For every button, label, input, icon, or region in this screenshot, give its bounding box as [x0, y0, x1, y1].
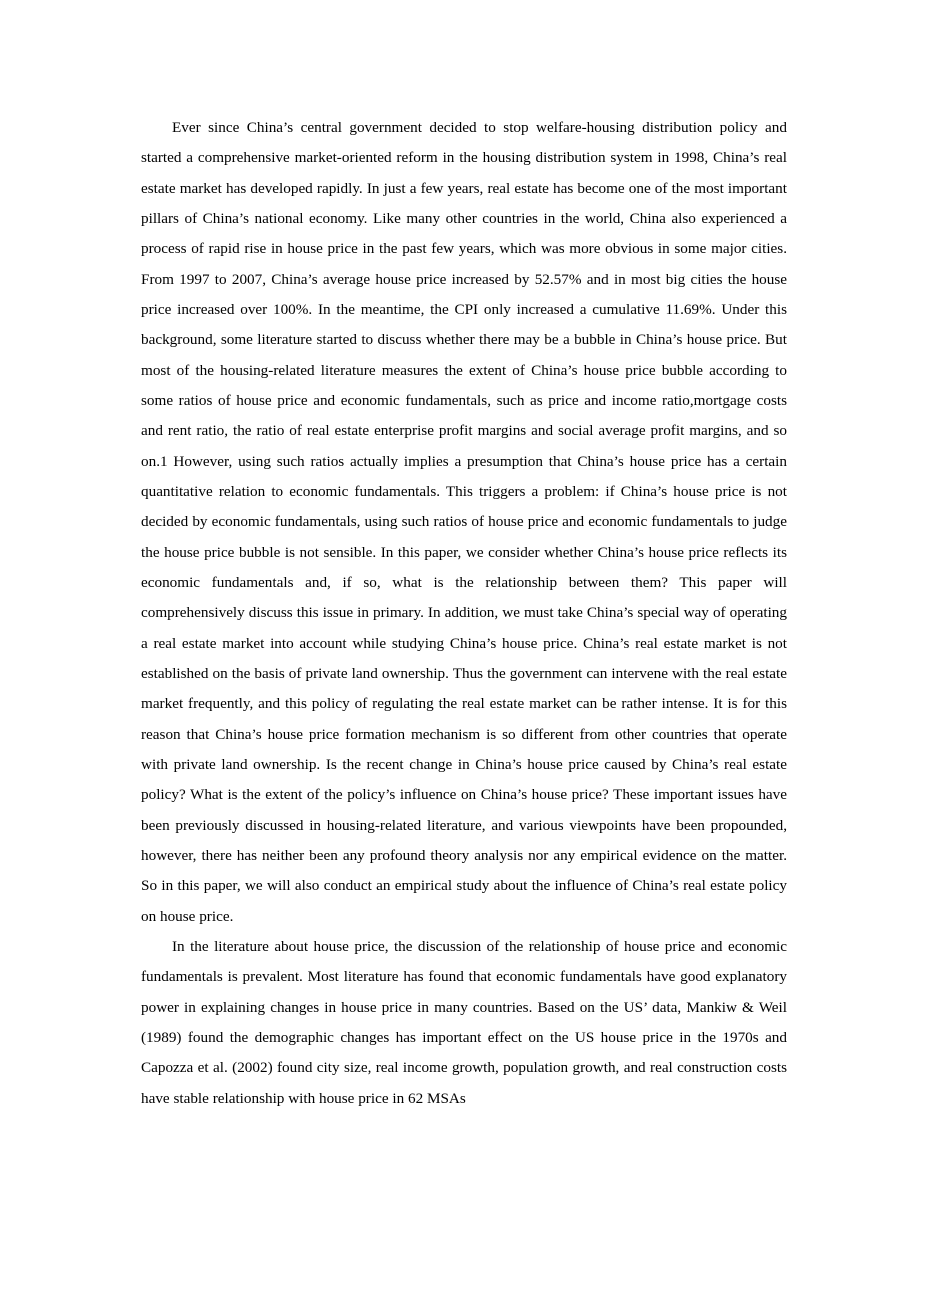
paragraph: In the literature about house price, the discussion of the relationship of house price and economic fundamentals is prevalent. Most literature has found that economic fundamentals have good explanatory power in explaining changes in house price in many countries. Based on the US’ data, Mankiw & Weil (1989) found the demographic changes has important effect on the US house price in the 1970s and Capozza et al. (2002) found city size, real income growth, population growth, and real construction costs have stable relationship with house price in 62 MSAs	[141, 937, 787, 1107]
paragraph: Ever since China’s central government decided to stop welfare-housing distribution policy and started a comprehensive market-oriented reform in the housing distribution system in 1998, China’s real estate market has developed rapidly. In just a few years, real estate has become one of the most important pillars of China’s national economy. Like many other countries in the world, China also experienced a process of rapid rise in house price in the past few years, which was more obvious in some major cities. From 1997 to 2007, China’s average house price increased by 52.57% and in most big cities the house price increased over 100%. In the meantime, the CPI only increased a cumulative 11.69%. Under this background, some literature started to discuss whether there may be a bubble in China’s house price. But most of the housing-related literature measures the extent of China’s house price bubble according to some ratios of house price and economic fundamentals, such as price and income ratio,mortgage costs and rent ratio, the ratio of real estate enterprise profit margins and social average profit margins, and so on.1 However, using such ratios actually implies a presumption that China’s house price has a certain quantitative relation to economic fundamentals. This triggers a problem: if China’s house price is not decided by economic fundamentals, using such ratios of house price and economic fundamentals to judge the house price bubble is not sensible. In this paper, we consider whether China’s house price reflects its economic fundamentals and, if so, what is the relationship between them? This paper will comprehensively discuss this issue in primary. In addition, we must take China’s special way of operating a real estate market into account while studying China’s house price. China’s real estate market is not established on the basis of private land ownership. Thus the government can intervene with the real estate market frequently, and this policy of regulating the real estate market can be rather intense. It is for this reason that China’s house price formation mechanism is so different from other countries that operate with private land ownership. Is the recent change in China’s house price caused by China’s real estate policy? What is the extent of the policy’s influence on China’s house price? These important issues have been previously discussed in housing-related literature, and various viewpoints have been propounded, however, there has neither been any profound theory analysis nor any empirical evidence on the matter. So in this paper, we will also conduct an empirical study about the influence of China’s real estate policy on house price.	[141, 119, 787, 925]
body-text	[141, 113, 787, 1114]
